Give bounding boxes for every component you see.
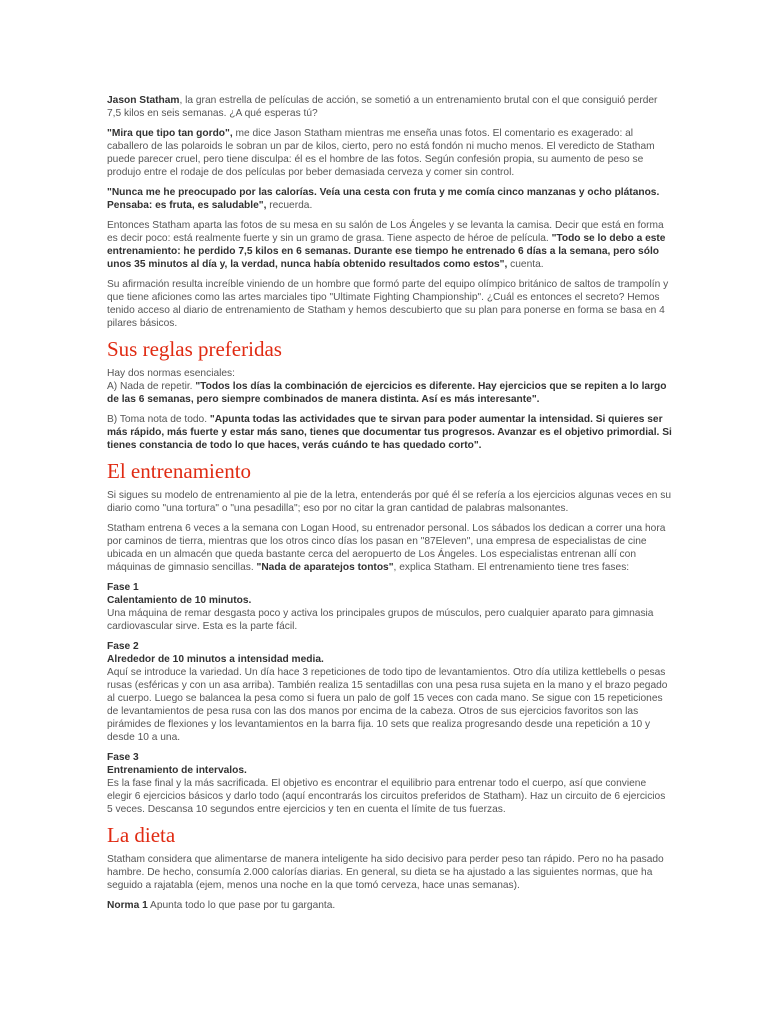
rule-a-text: A) Nada de repetir. [107,381,196,392]
phase-text: Una máquina de remar desgasta poco y activa los principales grupos de músculos, pero cualquier aparato para gimnasia cardiovascular sirve. Esta es la parte fácil. [107,608,654,632]
bold-quote: "Mira que tipo tan gordo", [107,128,233,139]
intro-paragraph-1 [107,94,672,120]
rule-b-quote: "Apunta todas las actividades que te sirvan para poder aumentar la intensidad. Si quieres ser más rápido, más fuerte y estar más sano, tienes que documentar tus progresos. Avanzar es el objetivo primordial. Si tienes constancia de todo lo que haces, verás cuándo te has quedado corto". [107,414,672,451]
body-text: recuerda. [266,200,313,211]
bold-quote: "Todo se lo debo a este entrenamiento: he perdido 7,5 kilos en 6 semanas. Durante ese tiempo he entrenado 6 días a la semana, pero sólo unos 35 minutos al día y, la verdad, nunca había obtenido resultados como estos", [107,233,666,270]
rule-a-quote: "Todos los días la combinación de ejercicios es diferente. Hay ejercicios que se repiten a lo largo de las 6 semanas, pero siempre combinados de manera distinta. Así es más interesante". [107,381,667,405]
phase-1 [107,581,672,633]
training-paragraph-2 [107,522,672,574]
body-text: , la gran estrella de películas de acción, se sometió a un entrenamiento brutal con el que consiguió perder 7,5 kilos en seis semanas. ¿A qué esperas tú? [107,95,658,119]
phase-label: Fase 2 [107,641,139,652]
body-text: me dice Jason Statham mientras me enseña unas fotos. El comentario es exagerado: al caballero de las polaroids le sobran un par de kilos, cierto, pero no está fondón ni mucho menos. El veredicto de Statham puede parecer cruel, pero tiene disculpa: él es el hombre de las fotos. Según confesión propia, su aumento de peso se produjo entre el rodaje de dos películas por beber demasiada cerveza y comer sin control. [107,128,655,178]
phase-label: Fase 1 [107,582,139,593]
intro-paragraph-3 [107,186,672,212]
rules-paragraph-b [107,413,672,452]
body-text: Su afirmación resulta increíble viniendo de un hombre que formó parte del equipo olímpico británico de saltos de trampolín y que tiene aficiones como las artes marciales tipo "Ultimate Fighting Championship". ¿Cuál es entonces el secreto? Hemos tenido acceso al diario de entrenamiento de Statham y hemos descubierto que su plan para ponerse en forma se basa en 4 pilares básicos. [107,279,669,329]
body-text: cuenta. [507,259,544,270]
phase-2 [107,640,672,744]
norm-text: Apunta todo lo que pase por tu garganta. [147,900,336,911]
bold-text: Jason Statham [107,95,180,106]
bold-quote: "Nada de aparatejos tontos" [256,562,394,573]
rules-intro: Hay dos normas esenciales: [107,368,235,379]
phase-text: Aquí se introduce la variedad. Un día hace 3 repeticiones de todo tipo de levantamientos. Otro día utiliza kettlebells o pesas rusas (esféricas y con un asa arriba). También realiza 15 sentadillas con una pesa rusa sujeta en la mano y el brazo pegado al cuerpo. Luego se balancea la pesa como si fuera un palo de golf 15 veces con cada mano. Se sigue con 15 repeticiones de levantamientos de pesa rusa con las dos manos por encima de la cabeza. Otros de sus ejercicios favoritos son las pirámides de flexiones y los levantamientos en la barra fija. 10 sets que realiza progresando desde una repetición a 10 y desde 10 a una. [107,667,668,743]
body-text: Entonces Statham aparta las fotos de su mesa en su salón de Los Ángeles y se levanta la camisa. Decir que está en forma es decir poco: está realmente fuerte y sin un gramo de grasa. Tiene aspecto de héroe de película. [107,220,664,244]
diet-paragraph-1: Statham considera que alimentarse de manera inteligente ha sido decisivo para perder peso tan rápido. Pero no ha pasado hambre. De hecho, consumía 2.000 calorías diarias. En general, su dieta se ha ajustado a las siguientes normas, que ha seguido a rajatabla (ejem, menos una noche en la que tomó cerveza, hace unas semanas). [107,854,664,891]
rule-b-text: B) Toma nota de todo. [107,414,210,425]
intro-paragraph-4 [107,219,672,271]
norm-label: Norma 1 [107,900,148,911]
phase-text: Es la fase final y la más sacrificada. El objetivo es encontrar el equilibrio para entrenar todo el cuerpo, así que conviene elegir 6 ejercicios básicos y darlo todo (aquí encontrarás los circuitos preferidos de Statham). Haz un circuito de 6 ejercicios 5 veces. Descansa 10 segundos entre ejercicios y ten en cuenta el límite de tus fuerzas. [107,778,666,815]
section-heading-rules: Sus reglas preferidas [107,337,282,361]
phase-3 [107,751,672,816]
bold-quote: "Nunca me he preocupado por las calorías. Veía una cesta con fruta y me comía cinco manzanas y ocho plátanos. Pensaba: es fruta, es saludable", [107,187,660,211]
phase-subtitle: Alrededor de 10 minutos a intensidad media. [107,654,324,665]
phase-subtitle: Entrenamiento de intervalos. [107,765,247,776]
rules-paragraph-a [107,367,672,406]
section-heading-diet: La dieta [107,823,176,847]
diet-norm-1 [107,899,672,912]
intro-paragraph-2 [107,127,672,179]
body-text: Statham entrena 6 veces a la semana con Logan Hood, su entrenador personal. Los sábados los dedican a correr una hora por caminos de tierra, mientras que los otros cinco días los pasan en "87Eleven", una empresa de especialistas de cine ubicada en un almacén que queda bastante cerca del aeropuerto de Los Ángeles. Los especialistas entrenan allí con máquinas de gimnasio sencillas. [107,523,666,573]
phase-label: Fase 3 [107,752,139,763]
section-heading-training: El entrenamiento [107,459,252,483]
phase-subtitle: Calentamiento de 10 minutos. [107,595,252,606]
body-text: , explica Statham. El entrenamiento tiene tres fases: [393,562,630,573]
training-paragraph-1: Si sigues su modelo de entrenamiento al pie de la letra, entenderás por qué él se refería a los ejercicios algunas veces en su diario como "una tortura" o "una pesadilla"; eso por no citar la gran cantidad de palabras malsonantes. [107,490,672,514]
intro-paragraph-5 [107,278,672,330]
